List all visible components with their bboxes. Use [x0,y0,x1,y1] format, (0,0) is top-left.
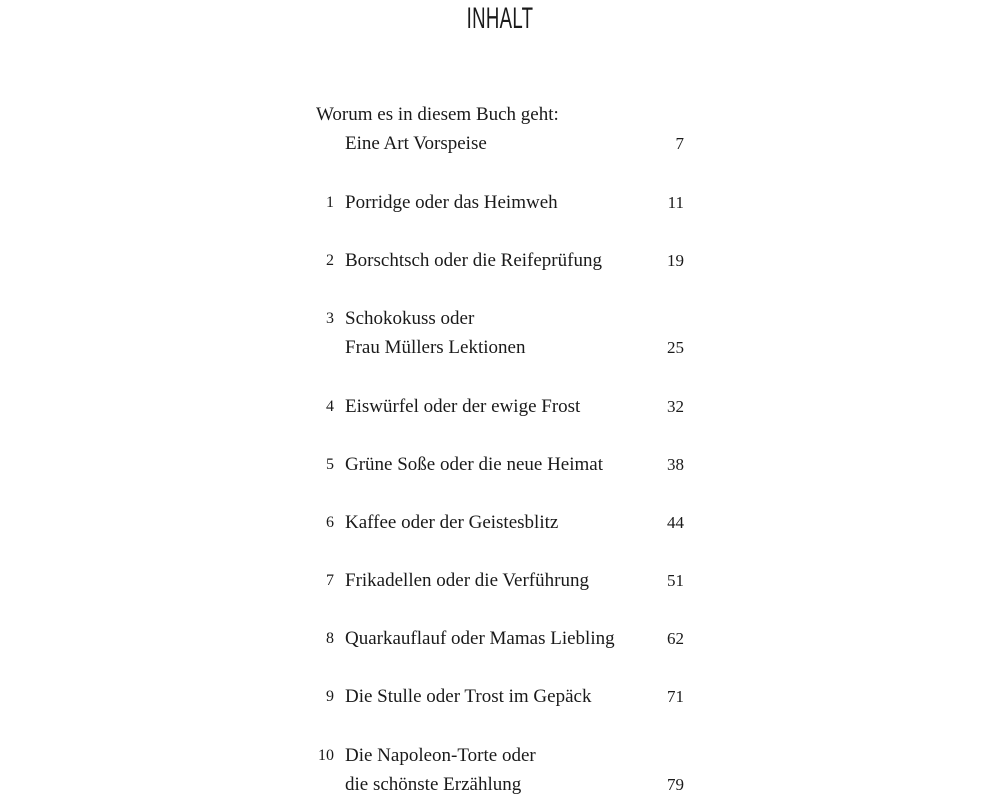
toc-entry-title: Kaffee oder der Geistesblitz [345,512,559,533]
page-title: INHALT [466,2,534,35]
toc-entry-page: 51 [667,571,684,590]
toc-entry-page: 38 [667,455,684,474]
toc-entry-page: 62 [667,629,684,648]
toc-entry-title: Frikadellen oder die Verführung [345,570,589,591]
toc-entry-page: 19 [667,251,684,270]
toc-entry-number: 6 [326,514,334,531]
toc-entry-title: Die Napoleon-Torte oder [345,745,536,766]
toc-entry-number: 2 [326,252,334,269]
toc-entry-number: 10 [318,747,334,764]
toc-intro-heading: Worum es in diesem Buch geht: [316,104,559,125]
toc-entry-page: 44 [667,513,684,532]
toc-entry-title-continued: die schönste Erzählung [345,774,522,795]
toc-entry-title: Eiswürfel oder der ewige Frost [345,396,581,417]
toc-entry-title: Die Stulle oder Trost im Gepäck [345,686,592,707]
toc-intro-entry[interactable] [316,100,684,158]
toc-entry-title: Schokokuss oder [345,308,475,329]
toc-entry-number: 9 [326,688,334,705]
toc-entry-title: Grüne Soße oder die neue Heimat [345,454,603,475]
toc-entry-page: 79 [667,775,684,794]
toc-entry-title: Quarkauflauf oder Mamas Liebling [345,628,615,649]
toc-entry[interactable] [316,741,684,799]
toc-entry-number: 8 [326,630,334,647]
toc-entry-page: 71 [667,687,684,706]
toc-intro-subtitle: Eine Art Vorspeise [345,133,487,154]
toc-entry-title-continued: Frau Müllers Lektionen [345,337,526,358]
toc-entry-number: 5 [326,456,334,473]
toc-entry-number: 3 [326,310,334,327]
toc-entry-number: 7 [326,572,334,589]
toc-entry-number: 4 [326,398,334,415]
toc-entry-title: Porridge oder das Heimweh [345,192,558,213]
toc-entry-page: 11 [667,193,684,212]
toc-entry-page: 25 [667,338,684,357]
toc-entry-page: 32 [667,397,684,416]
toc-intro-page: 7 [675,134,684,153]
toc-entry-number: 1 [326,194,334,211]
toc-entry[interactable] [316,304,684,362]
toc-entry-title: Borschtsch oder die Reifeprüfung [345,250,602,271]
